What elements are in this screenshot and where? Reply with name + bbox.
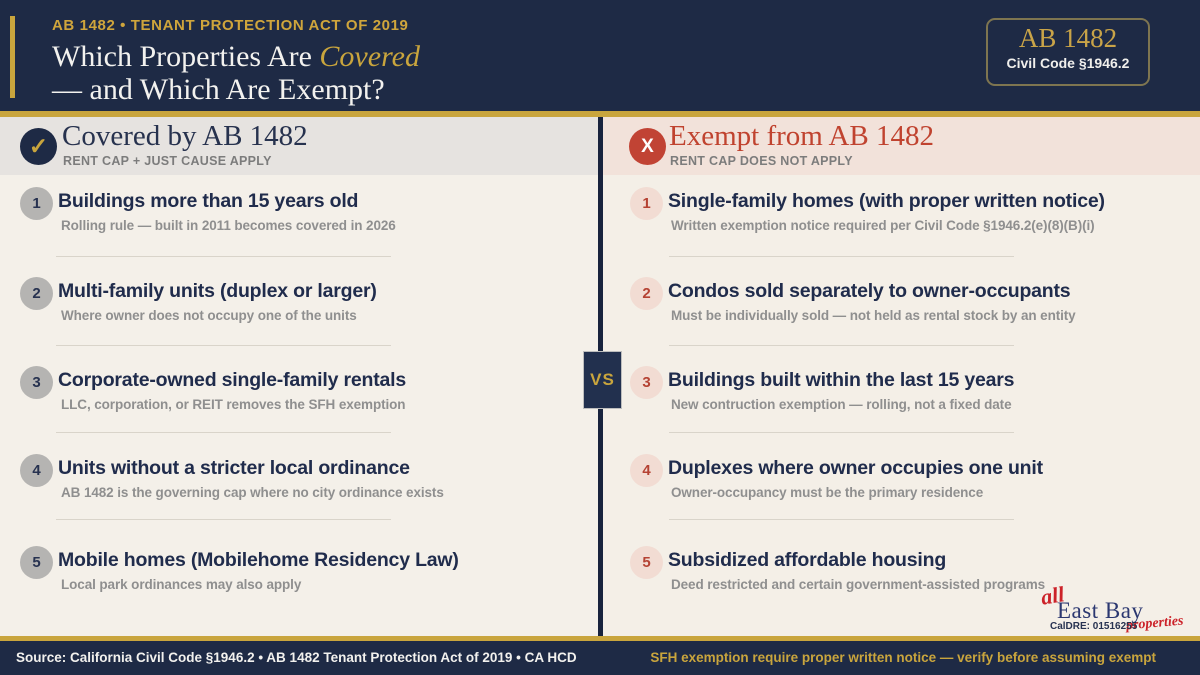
list-item (20, 549, 568, 592)
item-note: Where owner does not occupy one of the units (61, 308, 357, 323)
exempt-header-band (603, 117, 1200, 175)
item-title: Multi-family units (duplex or larger) (58, 280, 377, 302)
item-divider (56, 256, 391, 257)
list-item (20, 280, 568, 323)
title-highlight: Covered (319, 40, 420, 73)
item-note: Deed restricted and certain government-assisted programs (671, 577, 1046, 592)
item-divider (669, 256, 1014, 257)
covered-column (0, 117, 598, 636)
vs-badge: VS (583, 351, 622, 409)
gold-accent-bar (10, 16, 15, 98)
covered-header-band (0, 117, 598, 175)
covered-title: Covered by AB 1482 (62, 120, 308, 152)
civil-code-badge-title: AB 1482 (1018, 23, 1118, 53)
page-title-line1 (52, 40, 420, 73)
item-divider (669, 345, 1014, 346)
item-title: Buildings built within the last 15 years (668, 369, 1015, 391)
logo-word-all: all (1039, 581, 1066, 610)
item-note: LLC, corporation, or REIT removes the SFH exemption (61, 397, 406, 412)
item-title: Condos sold separately to owner-occupants (668, 280, 1071, 302)
exempt-title: Exempt from AB 1482 (669, 120, 935, 152)
item-note: Rolling rule — built in 2011 becomes covered in 2026 (61, 218, 396, 233)
item-title: Buildings more than 15 years old (58, 190, 359, 212)
item-divider (56, 345, 391, 346)
item-number-badge: 3 (20, 366, 53, 399)
item-number-badge: 4 (20, 454, 53, 487)
item-divider (56, 432, 391, 433)
list-item (20, 369, 568, 412)
item-title: Subsidized affordable housing (668, 549, 947, 571)
item-divider (669, 519, 1014, 520)
logo-license-number: CalDRE: 01516255 (1050, 621, 1138, 632)
item-title: Units without a stricter local ordinance (58, 457, 410, 479)
item-divider (669, 432, 1014, 433)
covered-subtitle: RENT CAP + JUST CAUSE APPLY (63, 154, 272, 168)
item-number-badge: 3 (630, 366, 663, 399)
logo-word-east-bay: East Bay (1057, 598, 1144, 623)
item-note: Must be individually sold — not held as rental stock by an entity (671, 308, 1076, 323)
footer-warning-text: SFH exemption require proper written notice — verify before assuming exempt (650, 650, 1156, 665)
list-item (630, 369, 1180, 412)
x-icon: X (629, 128, 666, 165)
item-note: Local park ordinances may also apply (61, 577, 302, 592)
item-number-badge: 5 (20, 546, 53, 579)
header-kicker: AB 1482 • TENANT PROTECTION ACT OF 2019 (52, 17, 409, 34)
item-title: Mobile homes (Mobilehome Residency Law) (58, 549, 459, 571)
item-number-badge: 2 (20, 277, 53, 310)
item-divider (56, 519, 391, 520)
page-footer (0, 641, 1200, 675)
page-header (0, 0, 1200, 111)
item-title: Corporate-owned single-family rentals (58, 369, 406, 391)
exempt-column (603, 117, 1200, 636)
list-item (20, 190, 568, 233)
item-number-badge: 2 (630, 277, 663, 310)
civil-code-badge-subtitle: Civil Code §1946.2 (1006, 55, 1130, 71)
item-note: Owner-occupancy must be the primary residence (671, 485, 984, 500)
item-note: New contruction exemption — rolling, not a fixed date (671, 397, 1012, 412)
check-icon: ✓ (20, 128, 57, 165)
list-item (630, 190, 1180, 233)
page-title (52, 40, 420, 106)
list-item (630, 457, 1180, 500)
item-number-badge: 1 (630, 187, 663, 220)
item-note: Written exemption notice required per Civil Code §1946.2(e)(8)(B)(i) (671, 218, 1095, 233)
list-item (630, 280, 1180, 323)
page-title-line2: — and Which Are Exempt? (52, 73, 385, 106)
item-number-badge: 4 (630, 454, 663, 487)
item-note: AB 1482 is the governing cap where no city ordinance exists (61, 485, 444, 500)
east-bay-properties-logo (1030, 582, 1200, 636)
exempt-subtitle: RENT CAP DOES NOT APPLY (670, 154, 853, 168)
item-title: Single-family homes (with proper written notice) (668, 190, 1105, 212)
logo-word-properties: properties (1125, 613, 1185, 634)
item-number-badge: 1 (20, 187, 53, 220)
item-title: Duplexes where owner occupies one unit (668, 457, 1043, 479)
item-number-badge: 5 (630, 546, 663, 579)
title-prefix: Which Properties Are (52, 40, 320, 73)
footer-source-text: Source: California Civil Code §1946.2 • AB 1482 Tenant Protection Act of 2019 • CA HCD (16, 650, 577, 665)
civil-code-badge (986, 18, 1150, 86)
list-item (20, 457, 568, 500)
